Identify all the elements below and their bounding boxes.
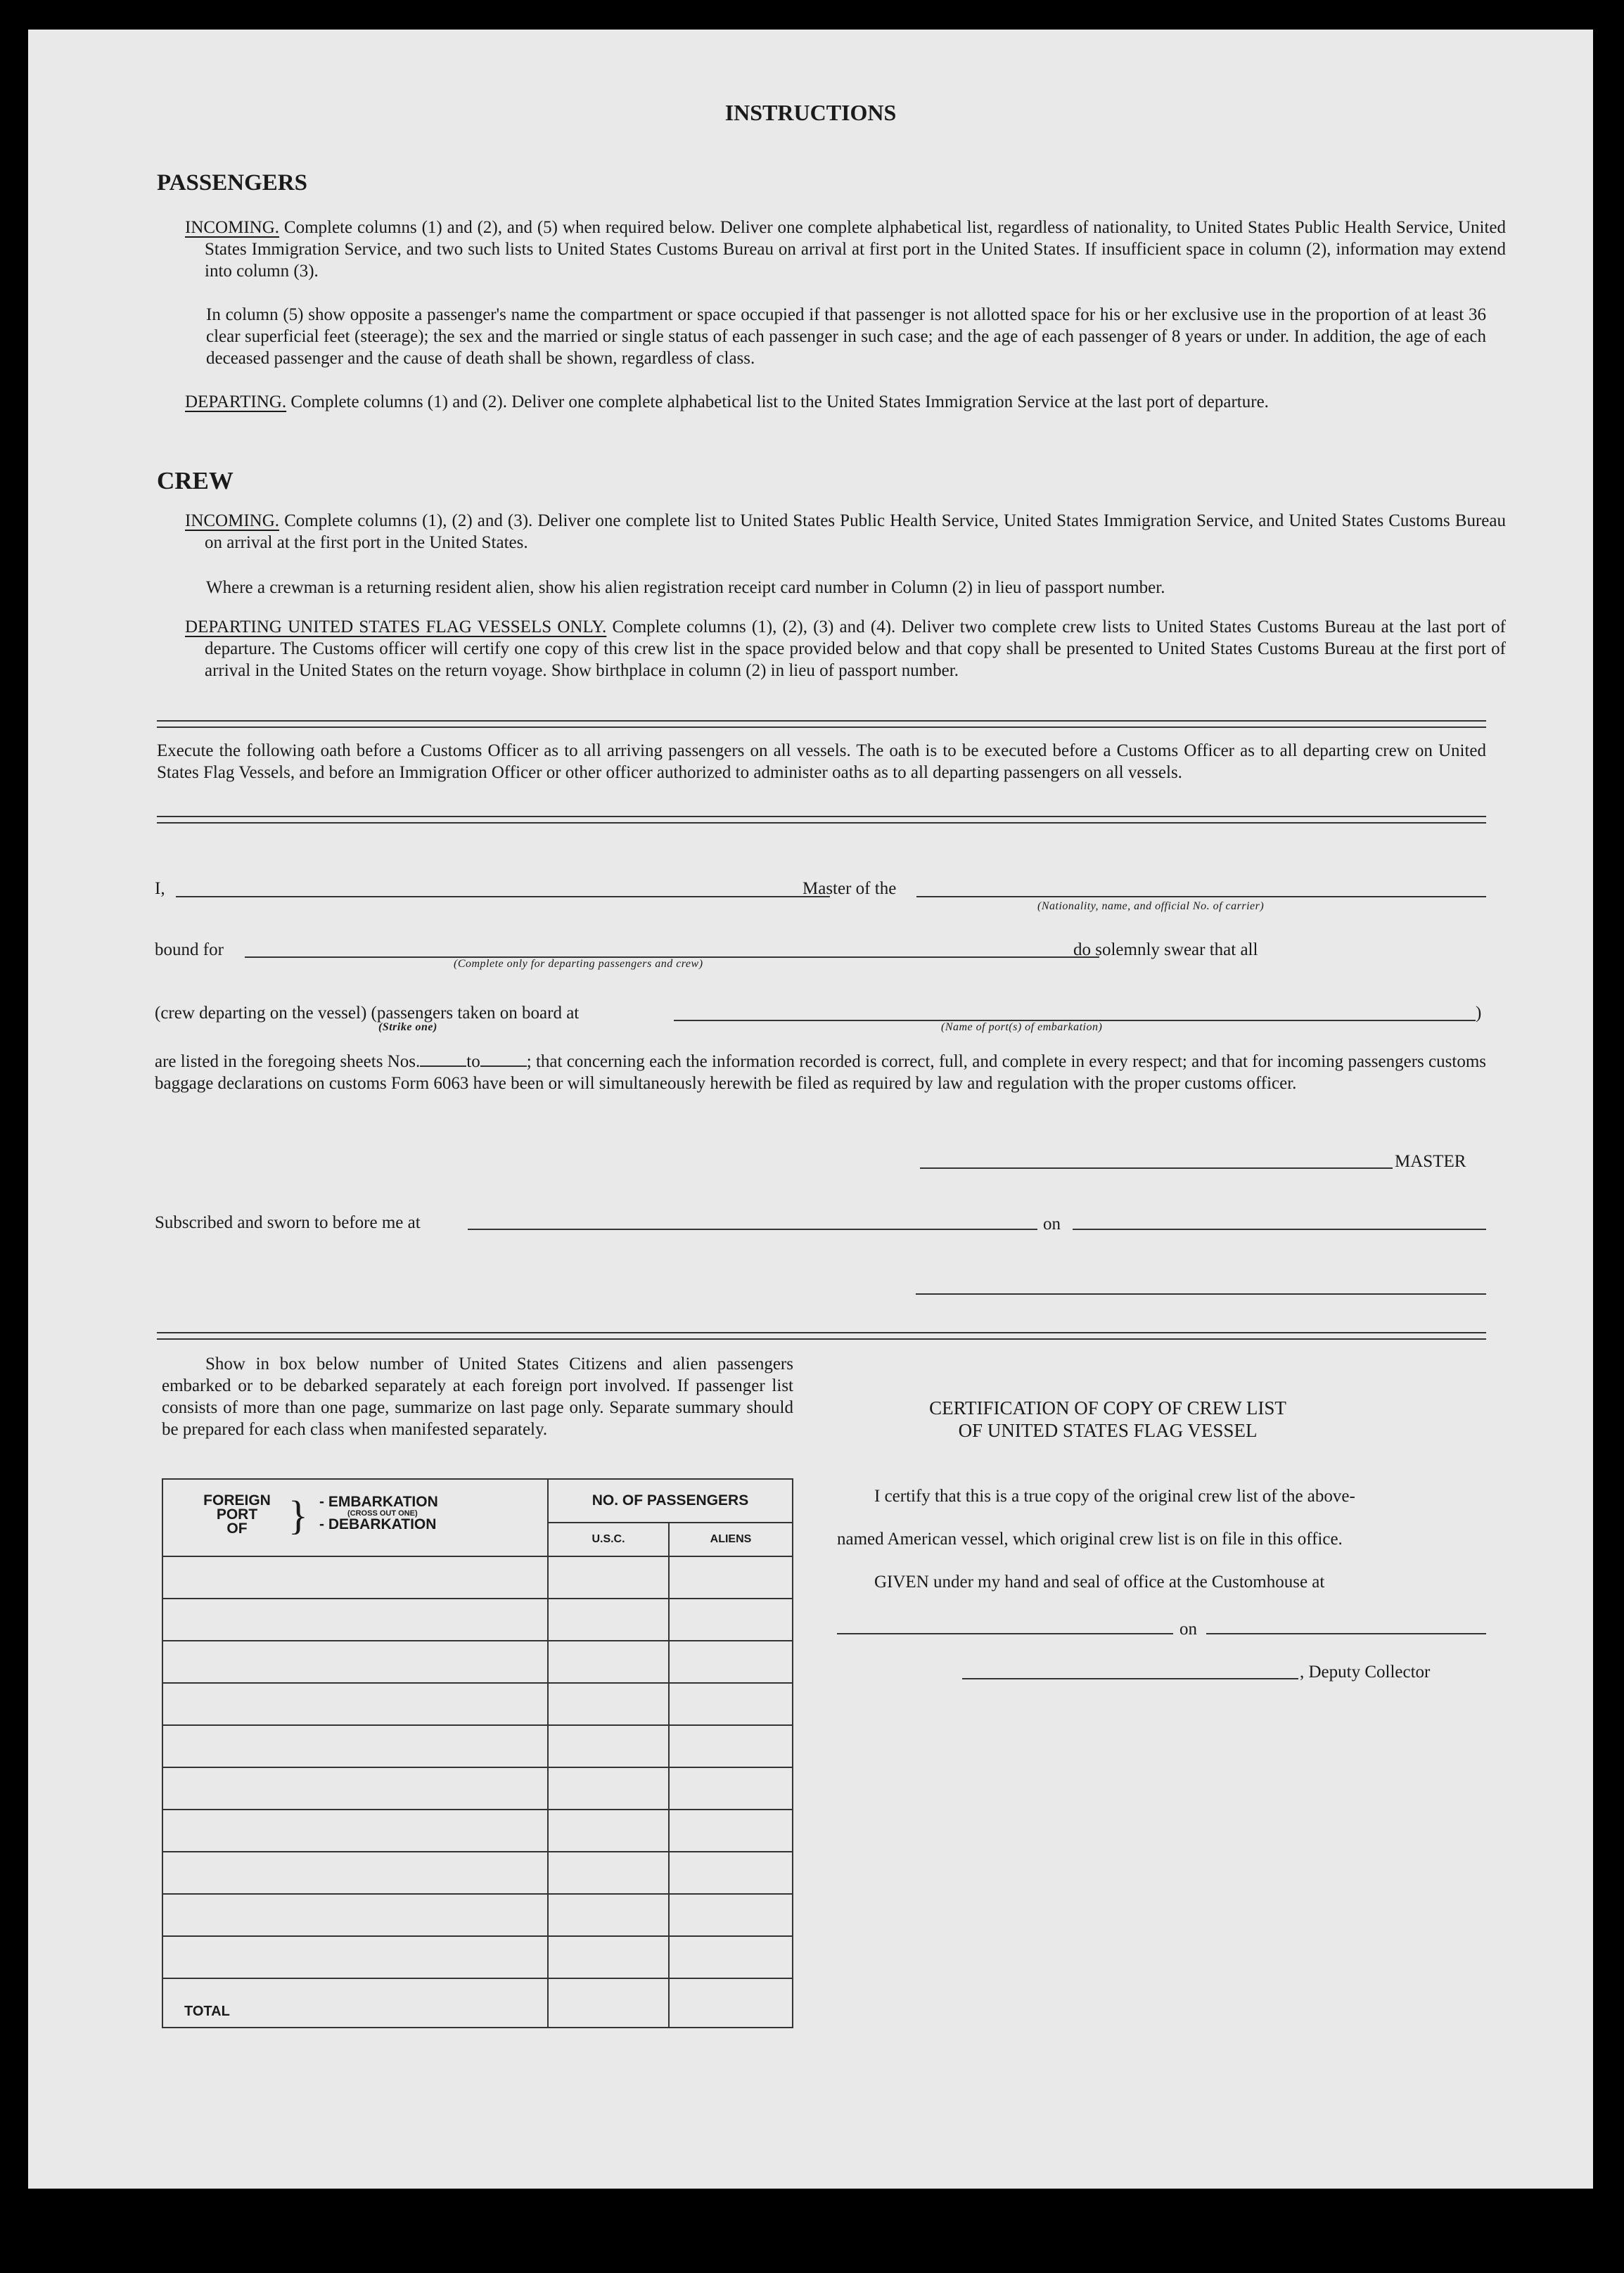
aliens-cell[interactable]	[669, 1936, 793, 1978]
subscribed-on-label: on	[1043, 1215, 1061, 1234]
aliens-cell[interactable]	[669, 1894, 793, 1936]
aliens-cell[interactable]	[669, 1641, 793, 1683]
master-label: MASTER	[1395, 1152, 1466, 1171]
embarkation-option[interactable]: - EMBARKATION	[319, 1494, 438, 1510]
sheets-text-2: ; that concerning each the information recorded is correct, full, and complete in every respect; and that for incoming passengers customs baggage declarations on customs Form 6063 have been or will simultaneously herewith be filed as required by law and regulation with the proper customs officer.	[155, 1052, 1486, 1093]
passengers-column5-paragraph: In column (5) show opposite a passenger's name the compartment or space occupied if that passenger is not allotted space for his or her exclusive use in the proportion of at least 36 clear superficial feet (steerage); the sex and the married or single status of each passenger in such case; and the age of each passenger of 8 years or under. In addition, the age of each deceased passenger and the cause of death shall be shown, regardless of class.	[206, 305, 1486, 368]
usc-cell[interactable]	[548, 1852, 669, 1894]
crew-incoming-label: INCOMING.	[185, 511, 280, 530]
subscribed-date-field[interactable]	[1073, 1229, 1486, 1230]
bound-for-label: bound for	[155, 940, 224, 959]
master-name-field[interactable]	[176, 896, 830, 897]
customhouse-field[interactable]	[837, 1633, 1173, 1634]
bound-caption: (Complete only for departing passengers and crew)	[454, 958, 703, 970]
divider-rule	[157, 1332, 1486, 1333]
deputy-signature-field[interactable]	[962, 1678, 1298, 1679]
passenger-summary-table	[162, 1478, 793, 2028]
crew-passengers-label: (crew departing on the vessel) (passengers taken on board at	[155, 1004, 580, 1023]
port-cell[interactable]	[162, 1894, 548, 1936]
passengers-incoming-label: INCOMING.	[185, 218, 280, 237]
port-label-of: OF	[226, 1520, 248, 1537]
total-label: TOTAL	[162, 1978, 548, 2028]
table-row	[162, 1683, 793, 1725]
port-cell[interactable]	[162, 1810, 548, 1852]
port-cell[interactable]	[162, 1852, 548, 1894]
divider-rule	[157, 726, 1486, 728]
crew-departing-label: DEPARTING UNITED STATES FLAG VESSELS ONLY.	[185, 617, 607, 636]
master-of-label: Master of the	[803, 879, 897, 898]
port-label-foreign: FOREIGN	[203, 1492, 271, 1509]
usc-cell[interactable]	[548, 1894, 669, 1936]
port-cell[interactable]	[162, 1641, 548, 1683]
certification-on-label: on	[1179, 1620, 1197, 1639]
carrier-caption: (Nationality, name, and official No. of carrier)	[1037, 900, 1265, 912]
passengers-incoming-text: Complete columns (1) and (2), and (5) when required below. Deliver one complete alphabetical list, regardless of nationality, to United States Public Health Service, United States Immigration Service, and two such lists to United States Customs Bureau on arrival at first port in the United States. If insufficient space in column (2), information may extend into column (3).	[205, 218, 1506, 281]
table-row	[162, 1894, 793, 1936]
sheet-to-field[interactable]	[480, 1065, 527, 1067]
table-row	[162, 1936, 793, 1978]
subscribed-place-field[interactable]	[468, 1229, 1037, 1230]
crew-heading: CREW	[157, 467, 234, 494]
crew-departing-paragraph	[185, 616, 1506, 681]
passengers-departing-label: DEPARTING.	[185, 392, 287, 411]
aliens-header: ALIENS	[669, 1523, 793, 1556]
table-row	[162, 1556, 793, 1599]
usc-cell[interactable]	[548, 1599, 669, 1641]
passengers-incoming-paragraph	[185, 217, 1506, 282]
port-cell[interactable]	[162, 1599, 548, 1641]
certification-title-line-1: CERTIFICATION OF COPY OF CREW LIST	[929, 1397, 1286, 1419]
crew-incoming-paragraph	[185, 510, 1506, 553]
aliens-cell[interactable]	[669, 1683, 793, 1725]
usc-cell[interactable]	[548, 1725, 669, 1767]
swear-label: do solemnly swear that all	[1073, 940, 1258, 959]
form-page	[28, 30, 1593, 2189]
aliens-cell[interactable]	[669, 1810, 793, 1852]
certification-text-2: named American vessel, which original crew list is on file in this office.	[837, 1530, 1343, 1549]
usc-cell[interactable]	[548, 1936, 669, 1978]
subscribed-label: Subscribed and sworn to before me at	[155, 1213, 421, 1232]
close-paren: )	[1476, 1004, 1482, 1023]
aliens-cell[interactable]	[669, 1767, 793, 1810]
passengers-heading: PASSENGERS	[157, 170, 307, 196]
aliens-cell[interactable]	[669, 1556, 793, 1599]
total-row	[162, 1978, 793, 2028]
usc-cell[interactable]	[548, 1767, 669, 1810]
aliens-total-cell[interactable]	[669, 1978, 793, 2028]
usc-cell[interactable]	[548, 1556, 669, 1599]
deputy-collector-label: , Deputy Collector	[1300, 1663, 1431, 1682]
port-cell[interactable]	[162, 1767, 548, 1810]
officer-signature-field[interactable]	[916, 1293, 1486, 1295]
port-cell[interactable]	[162, 1936, 548, 1978]
port-cell[interactable]	[162, 1556, 548, 1599]
crew-alien-paragraph: Where a crewman is a returning resident alien, show his alien registration receipt card number in Column (2) in lieu of passport number.	[206, 578, 1165, 597]
port-cell[interactable]	[162, 1725, 548, 1767]
table-row	[162, 1852, 793, 1894]
table-row	[162, 1725, 793, 1767]
port-header-cell	[162, 1479, 548, 1556]
aliens-cell[interactable]	[669, 1725, 793, 1767]
passengers-departing-paragraph	[185, 391, 1506, 413]
certification-title	[840, 1397, 1375, 1442]
strike-caption: (Strike one)	[378, 1021, 437, 1033]
port-cell[interactable]	[162, 1683, 548, 1725]
certification-text-3: GIVEN under my hand and seal of office at the Customhouse at	[874, 1573, 1325, 1592]
port-label-port: PORT	[216, 1506, 258, 1523]
divider-rule	[157, 822, 1486, 824]
usc-header: U.S.C.	[548, 1523, 669, 1556]
divider-rule	[157, 1338, 1486, 1340]
sheet-from-field[interactable]	[420, 1065, 466, 1067]
sheets-paragraph	[155, 1051, 1486, 1094]
carrier-field[interactable]	[916, 896, 1486, 897]
debarkation-option[interactable]: - DEBARKATION	[319, 1516, 437, 1532]
oath-i-label: I,	[155, 879, 165, 898]
sheets-to-label: to	[466, 1052, 480, 1071]
usc-cell[interactable]	[548, 1641, 669, 1683]
oath-intro: Execute the following oath before a Customs Officer as to all arriving passengers on all vessels. The oath is to be executed before a Customs Officer as to all departing crew on United States Flag Vessels, and before an Immigration Officer or other officer authorized to administer oaths as to all departing passengers on all vessels.	[157, 741, 1486, 782]
passengers-departing-text: Complete columns (1) and (2). Deliver one complete alphabetical list to the United States Immigration Service at the last port of departure.	[286, 392, 1269, 411]
table-row	[162, 1641, 793, 1683]
table-row	[162, 1767, 793, 1810]
divider-rule	[157, 720, 1486, 722]
usc-cell[interactable]	[548, 1810, 669, 1852]
passengers-header: NO. OF PASSENGERS	[548, 1479, 793, 1523]
aliens-cell[interactable]	[669, 1852, 793, 1894]
page-title: INSTRUCTIONS	[724, 100, 897, 125]
sheets-text-1: are listed in the foregoing sheets Nos.	[155, 1052, 421, 1071]
table-row	[162, 1599, 793, 1641]
master-signature-field[interactable]	[920, 1167, 1393, 1169]
usc-total-cell[interactable]	[548, 1978, 669, 2028]
usc-cell[interactable]	[548, 1683, 669, 1725]
crew-incoming-text: Complete columns (1), (2) and (3). Deliver one complete list to United States Public Health Service, United States Immigration Service, and United States Customs Bureau on arrival at the first port in the United States.	[205, 511, 1506, 552]
summary-instructions: Show in box below number of United States Citizens and alien passengers embarked or to be debarked separately at each foreign port involved. If passenger list consists of more than one page, summarize on last page only. Separate summary should be prepared for each class when manifested separately.	[162, 1355, 793, 1439]
brace-icon: }	[288, 1492, 308, 1538]
certification-text-1: I certify that this is a true copy of the original crew list of the above-	[874, 1487, 1355, 1506]
crew-departing-text: Complete columns (1), (2), (3) and (4). Deliver two complete crew lists to United States Customs Bureau at the last port of departure. The Customs officer will certify one copy of this crew list in the space provided below and that copy shall be presented to United States Customs Bureau at the first port of arrival in the United States on the return voyage. Show birthplace in column (2) in lieu of passport number.	[205, 617, 1506, 680]
certification-title-line-2: OF UNITED STATES FLAG VESSEL	[958, 1420, 1258, 1441]
table-row	[162, 1810, 793, 1852]
aliens-cell[interactable]	[669, 1599, 793, 1641]
cross-out-note: (CROSS OUT ONE)	[347, 1509, 418, 1518]
certification-date-field[interactable]	[1206, 1633, 1486, 1634]
port-caption: (Name of port(s) of embarkation)	[941, 1021, 1103, 1033]
divider-rule	[157, 816, 1486, 817]
